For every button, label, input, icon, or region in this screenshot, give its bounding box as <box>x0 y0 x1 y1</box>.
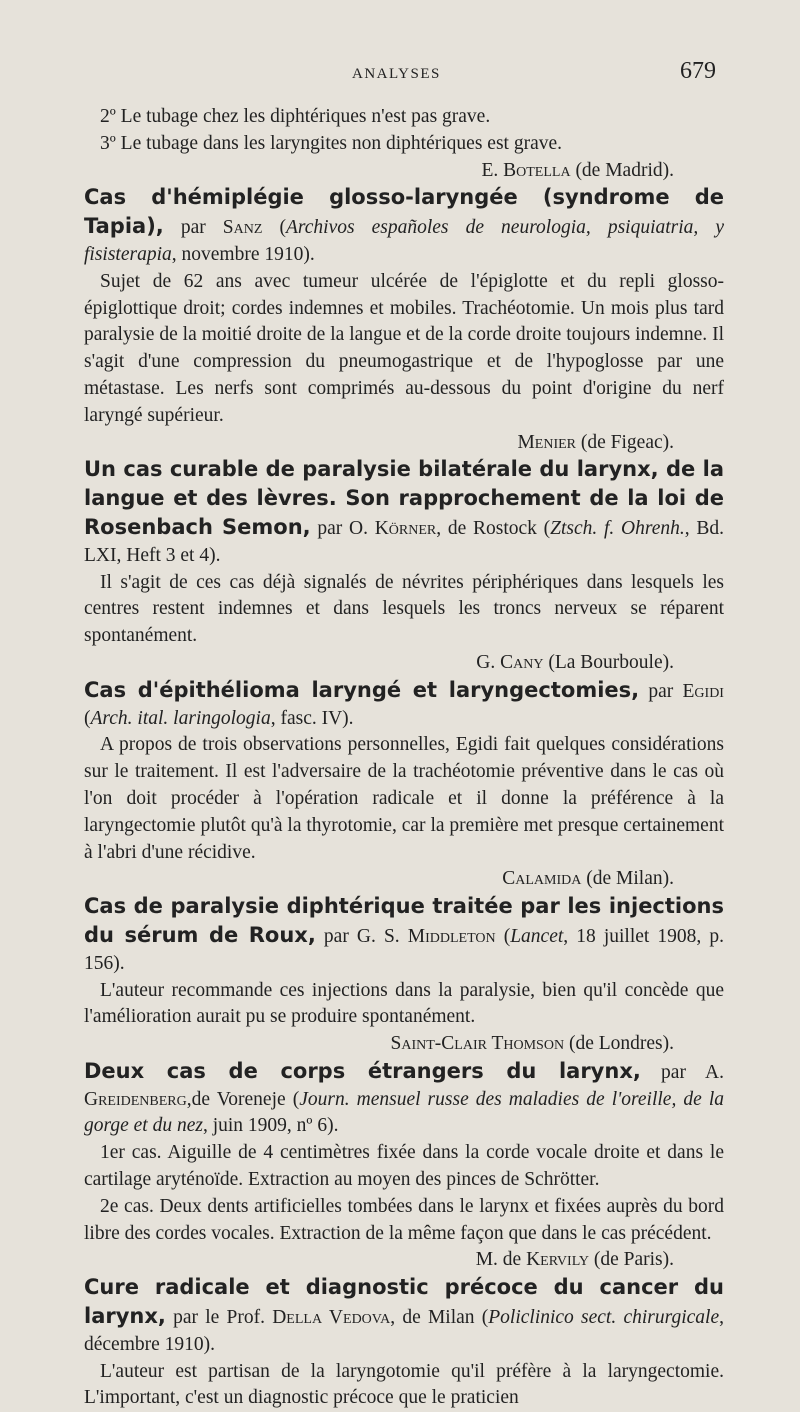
running-title: ANALYSES <box>352 66 441 82</box>
review-heading <box>84 184 724 268</box>
journal-title: Arch. ital. laringologia <box>90 707 271 729</box>
journal-title: Archivos españoles de neurologia, psiquiatria, y fisisterapia <box>84 217 725 265</box>
citation-text: , juin 1909, nº 6). <box>202 1115 339 1137</box>
review-heading <box>84 1058 724 1140</box>
author-name: Della Vedova <box>272 1307 391 1329</box>
by-text: par le Prof. <box>165 1307 273 1329</box>
signature <box>84 866 724 893</box>
citation-text: , décembre 1910). <box>84 1307 724 1355</box>
paragraph: 3º Le tubage dans les laryngites non diphtériques est grave. <box>100 132 563 154</box>
paragraph: Il s'agit de ces cas déjà signalés de névrites périphériques dans lesquels les centres restent indemnes et dans lesquels les troncs nerveux se réparent spontanément. <box>84 571 724 647</box>
citation-text: , fasc. IV). <box>270 707 354 729</box>
signature <box>84 1247 724 1274</box>
signature-initial: G. <box>476 651 501 673</box>
signature-name: Kervily <box>526 1249 589 1271</box>
page-header <box>0 58 800 98</box>
signature <box>84 1031 724 1058</box>
signature-place: (de Milan). <box>581 868 674 890</box>
review-title: Cas d'épithélioma laryngé et laryngectomies, <box>84 677 640 702</box>
by-text: par G. S. <box>315 925 408 947</box>
journal-title: Journ. mensuel russe des maladies de l'oreille, de la gorge et du nez <box>84 1088 724 1137</box>
citation-text: , novembre 1910). <box>171 243 315 265</box>
signature-name: Calamida <box>502 868 582 890</box>
journal-title: Lancet <box>510 925 564 947</box>
article-body <box>84 104 724 1412</box>
signature-name: Menier <box>517 431 576 453</box>
review-title: Deux cas de corps étrangers du larynx, <box>84 1058 641 1083</box>
signature <box>84 650 724 677</box>
paragraph: L'auteur recommande ces injections dans la paralysie, bien qu'il concède que l'amélioration aurait pu se produire spontanément. <box>84 979 724 1028</box>
signature-place: (de Londres). <box>564 1033 674 1055</box>
by-text: par A. <box>640 1061 725 1083</box>
signature-name: Saint-Clair Thomson <box>390 1033 565 1055</box>
paragraph: 1er cas. Aiguille de 4 centimètres fixée dans la corde vocale droite et dans le cartilage aryténoïde. Extraction au moyen des pinces de Schrötter. <box>84 1142 724 1191</box>
review-title: Un cas curable de paralysie bilatérale du larynx, de la langue et des lèvres. Son rapprochement de la loi de Rosenbach Semon, <box>84 457 724 539</box>
citation-text: ( <box>84 707 91 729</box>
citation-text: , Bd. LXI, Heft 3 et 4). <box>84 517 725 566</box>
review-title: Cas d'hémiplégie glosso-laryngée (syndrome de Tapia), <box>84 185 724 239</box>
paragraph: L'auteur est partisan de la laryngotomie qu'il préfère à la laryngectomie. L'important, c'est un diagnostic précoce que le praticien <box>84 1360 724 1409</box>
paragraph: 2º Le tubage chez les diphtériques n'est pas grave. <box>100 106 491 127</box>
page-number: 679 <box>680 58 716 84</box>
paragraph: A propos de trois observations personnelles, Egidi fait quelques considérations sur le traitement. Il est l'adversaire de la trachéotomie préventive dans le cas où l'on doit procéder à l'opération radicale et il donne la préférence à la laryngectomie plutôt qu'à la thyrotomie, car la première met presque certainement à l'abri d'une récidive. <box>84 734 724 863</box>
signature-initial: M. de <box>475 1249 527 1271</box>
citation-text: ( <box>262 217 286 239</box>
citation-text: , de Milan ( <box>390 1307 489 1329</box>
review-heading <box>84 677 724 733</box>
review-heading <box>84 1274 724 1358</box>
signature <box>84 158 724 185</box>
author-name: Greidenberg <box>84 1088 187 1110</box>
signature-name: Botella <box>503 159 571 181</box>
review-heading <box>84 456 724 569</box>
author-name: Egidi <box>682 680 724 702</box>
by-text: par <box>163 217 223 239</box>
author-name: Sanz <box>222 217 263 239</box>
review-title: Cas de paralysie diphtérique traitée par les injections du sérum de Roux, <box>84 894 724 947</box>
paragraph: 2e cas. Deux dents artificielles tombées dans le larynx et fixées auprès du bord libre des cordes vocales. Extraction de la même façon que dans le cas précédent. <box>84 1195 724 1244</box>
author-name: Körner <box>374 517 437 539</box>
signature-initial: E. <box>481 159 504 181</box>
citation-text: ,de Voreneje ( <box>186 1088 300 1110</box>
signature-place: (La Bourboule). <box>543 651 674 673</box>
signature-place: (de Paris). <box>588 1249 674 1271</box>
journal-title: Ztsch. f. Ohrenh. <box>550 517 685 539</box>
review-heading <box>84 893 724 977</box>
signature-place: (de Figeac). <box>576 431 674 453</box>
by-text: par O. <box>310 517 375 539</box>
journal-title: Policlinico sect. chirurgicale <box>488 1307 720 1329</box>
paragraph: Sujet de 62 ans avec tumeur ulcérée de l'épiglotte et du repli glosso-épiglottique droit; cordes indemnes et mobiles. Trachéotomie. Un mois plus tard paralysie de la moitié droite de la langue et de la corde droite toujours indemne. Il s'agit d'une compression du pneumogastrique et de l'hypoglosse par une métastase. Les nerfs sont comprimés au-dessous du point d'origine du nerf laryngé supérieur. <box>84 270 724 426</box>
signature <box>84 430 724 457</box>
citation-text: , 18 juillet 1908, p. 156). <box>84 925 724 974</box>
citation-text: ( <box>495 925 511 947</box>
review-title: Cure radicale et diagnostic précoce du cancer du larynx, <box>84 1275 724 1329</box>
by-text: par <box>639 680 683 702</box>
author-name: Middleton <box>407 925 496 947</box>
signature-name: Cany <box>500 651 544 673</box>
signature-place: (de Madrid). <box>570 159 674 181</box>
citation-text: , de Rostock ( <box>436 517 551 539</box>
